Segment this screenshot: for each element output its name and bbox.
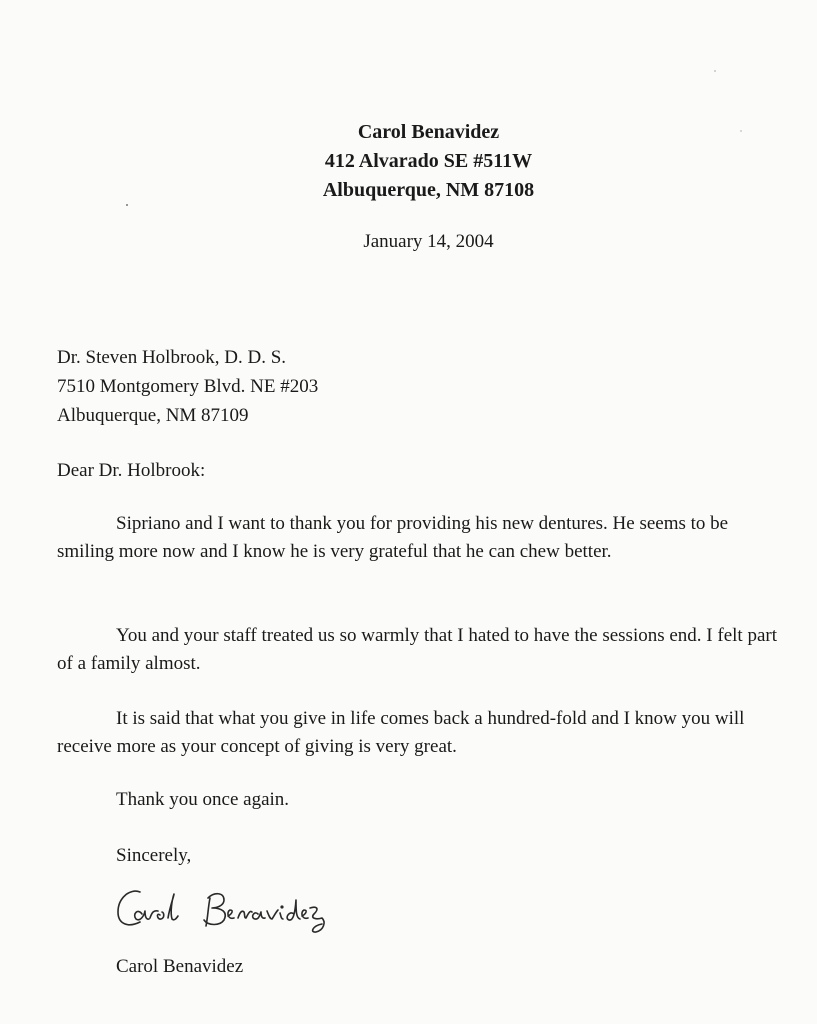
- letter-date-block: [0, 231, 817, 253]
- sender-city: Albuquerque, NM 87108: [322, 179, 535, 201]
- letter-date: January 14, 2004: [363, 231, 494, 252]
- recipient-city: Albuquerque, NM 87109: [57, 405, 249, 426]
- letterhead: [0, 118, 817, 205]
- recipient-address: [57, 343, 318, 430]
- recipient-name: Dr. Steven Holbrook, D. D. S.: [57, 347, 287, 368]
- thanks-line: Thank you once again.: [116, 789, 290, 810]
- paper-speck: [740, 130, 742, 132]
- paper-speck: [126, 204, 128, 206]
- signer-name: Carol Benavidez: [116, 956, 244, 977]
- sender-street: 412 Alvarado SE #511W: [324, 150, 533, 172]
- body-paragraph-1: Sipriano and I want to thank you for providing his new dentures. He seems to be smiling more now and I know he is very grateful that he can chew better.: [57, 513, 729, 562]
- recipient-street: 7510 Montgomery Blvd. NE #203: [57, 376, 319, 397]
- paper-speck: [714, 70, 716, 72]
- sender-name: Carol Benavidez: [357, 121, 500, 143]
- salutation: Dear Dr. Holbrook:: [57, 460, 206, 481]
- body-paragraph-3: It is said that what you give in life comes back a hundred-fold and I know you will receive more as your concept of giving is very great.: [57, 708, 745, 757]
- body-paragraph-2: You and your staff treated us so warmly that I hated to have the sessions end. I felt part of a family almost.: [57, 625, 777, 674]
- handwritten-signature: [112, 878, 392, 948]
- valediction: Sincerely,: [116, 845, 192, 866]
